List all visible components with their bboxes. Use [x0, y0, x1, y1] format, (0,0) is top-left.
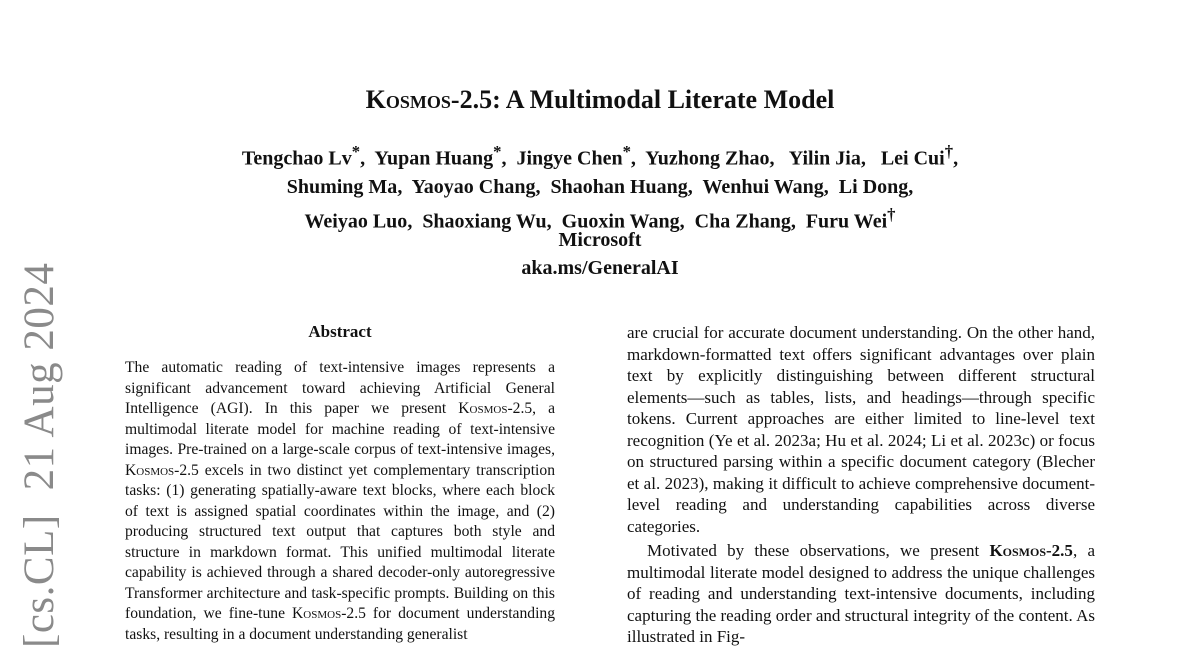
- abstract-heading: Abstract: [308, 322, 372, 341]
- author-affiliation-mark: *: [493, 142, 502, 161]
- author-separator: ,: [953, 147, 959, 170]
- arxiv-category: [cs.CL]: [16, 514, 63, 648]
- author-affiliation-mark: *: [351, 142, 361, 161]
- author-name: Shaoxiang Wu: [422, 210, 547, 233]
- affiliation: Microsoft: [558, 229, 642, 251]
- author-separator: ,: [546, 210, 562, 233]
- paper-title: [0, 84, 1200, 116]
- author-name: Weiyao Luo: [304, 210, 408, 233]
- author-name: Lei Cui: [880, 147, 945, 170]
- author-name: Cha Zhang: [694, 210, 791, 233]
- title-rest: -2.5: A Multimodal Literate Model: [450, 85, 835, 114]
- author-name: Shuming Ma: [286, 175, 398, 198]
- author-affiliation-mark: †: [887, 204, 896, 224]
- author-separator: ,: [501, 147, 517, 170]
- title-model-name: Kosmos: [365, 85, 451, 114]
- model-name: Kosmos: [292, 605, 342, 622]
- author-name: Yaoyao Chang: [411, 175, 536, 198]
- intro-paragraph: Motivated by these observations, we present Kosmos-2.5, a multimodal literate model designed to address the unique challenges of reading and understanding text-intensive documents, including capturing the reading order and structural integrity of the content. As illustrated in Fig-: [627, 541, 1095, 646]
- model-name: Kosmos: [458, 400, 508, 417]
- author-name: Furu Wei: [805, 210, 888, 233]
- author-name: Yilin Jia: [788, 147, 861, 170]
- author-separator: ,: [908, 175, 914, 198]
- author-separator: ,: [860, 147, 881, 170]
- model-name: Kosmos-2.5: [989, 541, 1073, 560]
- group-url: aka.ms/GeneralAI: [521, 257, 679, 279]
- author-name: Yupan Huang: [374, 147, 494, 170]
- author-name: Tengchao Lv: [241, 147, 352, 170]
- model-name: Kosmos: [125, 461, 175, 479]
- author-separator: ,: [397, 175, 412, 198]
- arxiv-date: 21 Aug 2024: [16, 262, 63, 491]
- author-name: Shaohan Huang: [550, 175, 688, 198]
- arxiv-stamp: [14, 263, 66, 648]
- intro-paragraph: are crucial for accurate document understanding. On the other hand, markdown-formatted text offers significant advantages over plain text by explicitly distinguishing between different structural elements—such as tables, lists, and headings—through specific tokens. Current approaches are either limited to line-level text recognition (Ye et al. 2023a; Hu et al. 2024; Li et al. 2023c) or focus on structured parsing within a specific document category (Blecher et al. 2023), making it difficult to achieve comprehensive document-level reading and understanding capabilities across diverse categories.: [627, 323, 1095, 536]
- author-separator: ,: [535, 175, 551, 198]
- author-separator: ,: [769, 147, 789, 170]
- author-separator: ,: [823, 175, 839, 198]
- author-separator: ,: [360, 147, 375, 170]
- author-affiliation-mark: †: [944, 142, 954, 161]
- author-name: Wenhui Wang: [702, 175, 824, 198]
- author-affiliation-mark: *: [622, 142, 631, 161]
- author-line: [0, 138, 1200, 173]
- author-separator: ,: [630, 147, 646, 170]
- author-separator: ,: [687, 175, 703, 198]
- affiliation-block: [0, 226, 1200, 282]
- abstract-body: The automatic reading of text-intensive images represents a significant advancement toward achieving Artificial General Intelligence (AGI). In this paper we present Kosmos-2.5, a multimodal literate model for machine reading of text-intensive images. Pre-trained on a large-scale corpus of text-intensive images, Kosmos-2.5 excels in two distinct yet complementary transcription tasks: (1) generating spatially-aware text blocks, where each block of text is assigned spatial coordinates within the image, and (2) producing structured text output that captures both style and structure in markdown format. This unified multimodal literate capability is achieved through a shared decoder-only autoregressive Transformer architecture and task-specific prompts. Building on this foundation, we fine-tune Kosmos-2.5 for document understanding tasks, resulting in a document understanding generalist: [125, 359, 555, 643]
- intro-column: [627, 322, 1095, 648]
- author-name: Yuzhong Zhao: [645, 147, 770, 170]
- author-name: Guoxin Wang: [561, 210, 680, 233]
- author-separator: ,: [790, 210, 806, 233]
- author-name: Li Dong: [838, 175, 909, 198]
- author-line: [0, 173, 1200, 201]
- author-name: Jingye Chen: [516, 147, 623, 170]
- author-list: [0, 138, 1200, 235]
- author-separator: ,: [679, 210, 695, 233]
- author-separator: ,: [407, 210, 423, 233]
